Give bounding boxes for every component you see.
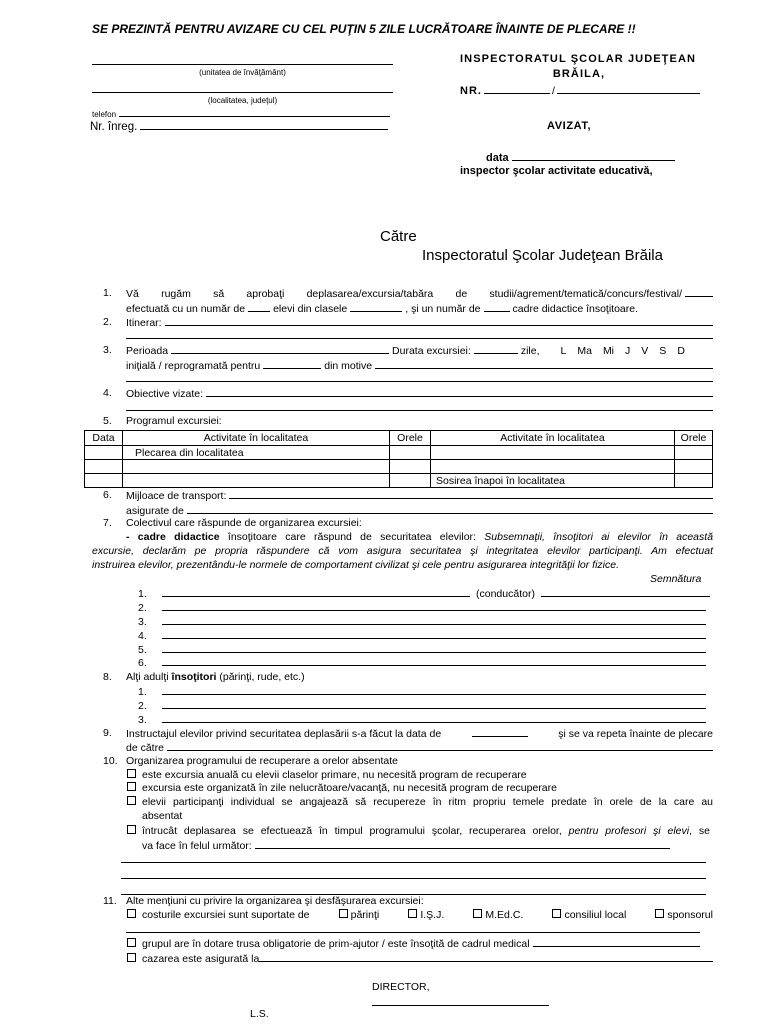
item-number: 5. [103, 415, 112, 427]
recovery-option [127, 796, 713, 809]
item1-text-c: , şi un număr de [405, 303, 481, 315]
weekday: Ma [577, 345, 592, 357]
date-label: data [486, 152, 509, 164]
costs-option [127, 909, 310, 922]
recovery-method-row [142, 839, 670, 853]
item1-text-d: cadre didactice însoţitoare. [512, 303, 639, 315]
locality-caption: (localitatea, judeţul) [207, 96, 278, 105]
approved-label: AVIZAT, [547, 120, 592, 132]
reason-blank [375, 359, 713, 369]
nr-separator: / [551, 85, 555, 97]
table-header-cell: Orele [675, 431, 713, 446]
signature-row [138, 601, 706, 615]
payer-label: M.Ed.C. [485, 909, 524, 921]
table-header-row [85, 431, 713, 446]
other-adults-text-b: (părinţi, rude, etc.) [219, 671, 305, 683]
signature-row [138, 656, 706, 670]
instruction-row [126, 727, 713, 741]
declaration-start: Subsemnaţii, însoţitori ai elevilor în această [484, 531, 714, 543]
checkbox [655, 909, 664, 918]
row-number: 1. [138, 686, 147, 698]
registration-label: Nr. înreg. [90, 121, 138, 133]
table-cell [675, 474, 713, 488]
table-row [85, 460, 713, 474]
recovery-option-text-cont: absentat [142, 810, 183, 822]
signature-blank [162, 615, 706, 625]
item-number: 7. [103, 517, 112, 529]
costs-row [127, 909, 713, 922]
table-cell [675, 460, 713, 474]
recovery-label: Organizarea programului de recuperare a orelor absentate [126, 755, 398, 767]
staff-label: Colectivul care răspunde de organizarea excursiei: [126, 517, 362, 529]
recovery-line [121, 862, 706, 863]
signature-blank [162, 643, 706, 653]
other-adults-label [126, 671, 305, 684]
payer-option [552, 909, 626, 922]
checkbox [127, 782, 136, 791]
itinerary-blank [165, 316, 713, 326]
addressee-to: Către [380, 228, 417, 245]
table-cell [85, 446, 123, 460]
payer-label: sponsorul [667, 909, 713, 921]
addressee-name: Inspectoratul Şcolar Judeţean Brăila [422, 247, 663, 264]
reschedule-blank [263, 359, 321, 369]
registration-row [90, 120, 388, 134]
payer-label: consiliul local [564, 909, 627, 921]
date-blank [512, 151, 675, 161]
costs-label: costurile excursiei sunt suportate de [142, 909, 310, 921]
lodging-text: cazarea este asigurată la [142, 953, 260, 965]
recovery-option-text: elevii participanţi individual se angajează să recupereze în ritm propriu temele predate în orele de la care au [142, 796, 713, 808]
item-number: 6. [103, 489, 112, 501]
nr-label: NR. [460, 85, 482, 97]
table-cell-departure: Plecarea din localitatea [123, 446, 390, 460]
reschedule-row [126, 359, 713, 373]
table-cell [85, 460, 123, 474]
reschedule-label: iniţială / reprogramată pentru [126, 360, 261, 372]
row-number: 3. [138, 616, 147, 628]
seal-label: L.S. [250, 1008, 269, 1020]
transport-label: Mijloace de transport: [126, 490, 227, 502]
adult-blank [162, 685, 706, 695]
item-number: 1. [103, 287, 112, 299]
role-rest: însoţitoare care răspund de securitatea elevilor: [227, 531, 476, 543]
leader-label: (conducător) [476, 588, 535, 600]
costs-line [126, 932, 700, 933]
transport-row [126, 489, 713, 503]
instructor-label: de către [126, 742, 164, 754]
instruction-text-a: Instructajul elevilor privind securitatea deplasării s-a făcut la data de [126, 728, 442, 740]
signature-blank [162, 601, 706, 611]
school-unit-caption: (unitatea de învăţământ) [199, 68, 286, 77]
leader-signature-blank [541, 587, 710, 597]
itinerary-row [126, 316, 713, 330]
signature-row [138, 629, 706, 643]
checkbox [127, 909, 136, 918]
adult-row [138, 685, 706, 699]
first-aid-row [127, 937, 700, 951]
table-cell [431, 460, 675, 474]
days-unit: zile, [520, 345, 540, 357]
table-cell [390, 474, 431, 488]
item1-text-b: elevi din clasele [273, 303, 348, 315]
director-signature-line [372, 1005, 549, 1006]
director-label: DIRECTOR, [372, 981, 430, 993]
recovery-option [127, 782, 557, 795]
school-unit-line [92, 64, 393, 65]
table-header-cell: Activitate în localitatea [123, 431, 390, 446]
lodging-blank [259, 952, 713, 962]
objectives-line-2 [126, 410, 713, 411]
itinerary-line-2 [126, 338, 713, 339]
table-header-cell: Data [85, 431, 123, 446]
recovery-option4-a: întrucât deplasarea se efectuează în timpul programului şcolar, recuperarea orelor, [142, 825, 562, 837]
item1-line1 [126, 287, 713, 301]
weekday: L [560, 345, 567, 357]
payer-option [473, 909, 523, 922]
recovery-option-text: este excursia anuală cu elevii claselor primare, nu necesită program de recuperare [142, 769, 527, 781]
item-number: 8. [103, 671, 112, 683]
signature-blank [162, 629, 706, 639]
transport-provider-row [126, 504, 713, 518]
item-number: 10. [103, 755, 118, 767]
students-count-blank [248, 302, 270, 312]
item-number: 3. [103, 344, 112, 356]
classes-blank [350, 302, 402, 312]
weekdays [561, 345, 685, 358]
item1-request-text: Vă rugăm să aprobaţi deplasarea/excursia/tabăra de studii/agrement/tematică/concurs/festival/ [126, 288, 682, 300]
objectives-label: Obiective vizate: [126, 388, 204, 400]
item1-type-blank [685, 287, 713, 297]
lodging-row [127, 952, 713, 966]
locality-line [92, 92, 393, 93]
recovery-line [121, 878, 706, 879]
row-number: 1. [138, 588, 147, 600]
row-number: 5. [138, 644, 147, 656]
table-header-cell: Activitate în localitatea [431, 431, 675, 446]
period-blank [171, 344, 389, 354]
table-row [85, 446, 713, 460]
adult-blank [162, 713, 706, 723]
declaration-line-3: instruirea elevilor, prezentându-le normele de comportament civilizat şi cele pentru asigurarea integrităţii lor fizice. [92, 559, 619, 571]
payer-label: I.Ş.J. [420, 909, 445, 921]
program-table [84, 430, 713, 488]
table-cell-return: Sosirea înapoi în localitatea [431, 474, 675, 488]
declaration-line-2: excursie, declarăm pe propria răspundere că vom asigura securitatea şi integritatea elevilor participanţi. Am efectuat [92, 545, 713, 557]
duration-blank [474, 344, 518, 354]
inspectorate-nr-row [460, 84, 700, 98]
adult-row [138, 713, 706, 727]
nr-blank-2 [557, 84, 700, 94]
row-number: 2. [138, 602, 147, 614]
checkbox [408, 909, 417, 918]
signature-label: Semnătura [650, 573, 702, 585]
inspectorate-city: BRĂILA, [552, 68, 606, 80]
objectives-blank [206, 387, 713, 397]
transport-blank [229, 489, 713, 499]
other-adults-bold: însoţitori [171, 671, 217, 683]
table-cell [390, 460, 431, 474]
table-cell [85, 474, 123, 488]
recovery-method-label: va face în felul următor: [142, 840, 252, 852]
role-bold: cadre didactice [137, 531, 220, 543]
payer-option [655, 909, 713, 922]
approval-date-row [486, 151, 675, 165]
checkbox [127, 825, 136, 834]
row-number: 3. [138, 714, 147, 726]
checkbox [552, 909, 561, 918]
inspectorate-name: INSPECTORATUL ŞCOLAR JUDEŢEAN [460, 53, 697, 65]
recovery-option4-b: , se [689, 825, 710, 837]
checkbox [127, 938, 136, 947]
instructor-blank [167, 741, 713, 751]
recovery-option [127, 825, 710, 838]
program-label: Programul excursiei: [126, 415, 222, 427]
checkbox [127, 953, 136, 962]
objectives-row [126, 387, 713, 401]
phone-label: telefon [92, 110, 117, 119]
transport-provider-label: asigurate de [126, 505, 184, 517]
weekday: D [677, 345, 685, 357]
adult-row [138, 699, 706, 713]
inspector-label: inspector şcolar activitate educativă, [460, 165, 653, 177]
checkbox [473, 909, 482, 918]
weekday: J [625, 345, 631, 357]
leader-name-blank [162, 587, 470, 597]
other-mentions-label: Alte menţiuni cu privire la organizarea şi desfăşurarea excursiei: [126, 895, 424, 907]
recovery-option-text: excursia este organizată în zile nelucrătoare/vacanţă, nu necesită program de recuperare [142, 782, 557, 794]
dash: - [126, 531, 130, 543]
payer-label: părinţi [350, 909, 380, 921]
recovery-method-blank [255, 839, 670, 849]
instruction-text-b: şi se va repeta înainte de plecare [558, 728, 713, 740]
transport-provider-blank [187, 504, 713, 514]
reason-line-2 [126, 381, 713, 382]
adult-blank [162, 699, 706, 709]
table-cell [431, 446, 675, 460]
period-row [126, 344, 713, 358]
period-label: Perioada [126, 345, 169, 357]
recovery-option-text [142, 825, 710, 838]
item1-text-a: efectuată cu un număr de [126, 303, 246, 315]
recovery-option4-italic: pentru profesori şi elevi [568, 825, 690, 837]
table-cell [675, 446, 713, 460]
item-number: 11. [103, 895, 117, 907]
signature-blank [162, 656, 706, 666]
first-aid-blank [533, 937, 700, 947]
signature-row [138, 615, 706, 629]
checkbox [339, 909, 348, 918]
item-number: 4. [103, 387, 112, 399]
phone-blank [119, 109, 390, 117]
table-cell [123, 474, 390, 488]
table-cell [390, 446, 431, 460]
table-row [85, 474, 713, 488]
row-number: 2. [138, 700, 147, 712]
payer-option [408, 909, 444, 922]
checkbox [127, 769, 136, 778]
row-number: 6. [138, 657, 147, 669]
instruction-date-blank [472, 727, 528, 737]
other-adults-text-a: Alţi adulţi [126, 671, 169, 683]
nr-blank-1 [484, 84, 550, 94]
registration-blank [140, 120, 388, 130]
reason-label: din motive [324, 360, 373, 372]
declaration-line-1 [126, 531, 713, 544]
signature-row [138, 587, 710, 601]
row-number: 4. [138, 630, 147, 642]
weekday: S [659, 345, 667, 357]
submission-notice: SE PREZINTĂ PENTRU AVIZARE CU CEL PUŢIN 5 ZILE LUCRĂTOARE ÎNAINTE DE PLECARE !! [92, 22, 636, 36]
payer-option [339, 909, 380, 922]
signature-row [138, 643, 706, 657]
teachers-count-blank [484, 302, 510, 312]
table-header-cell: Orele [390, 431, 431, 446]
duration-label: Durata excursiei: [392, 345, 471, 357]
table-cell [123, 460, 390, 474]
checkbox [127, 796, 136, 805]
recovery-option [127, 769, 527, 782]
first-aid-text: grupul are în dotare trusa obligatorie de prim-ajutor / este însoţită de cadrul medical [142, 938, 530, 950]
instructor-row [126, 741, 713, 755]
item1-line2 [126, 302, 713, 316]
itinerary-label: Itinerar: [126, 317, 162, 329]
weekday: Mi [602, 345, 615, 357]
weekday: V [641, 345, 649, 357]
item-number: 9. [103, 727, 112, 739]
item-number: 2. [103, 316, 112, 328]
